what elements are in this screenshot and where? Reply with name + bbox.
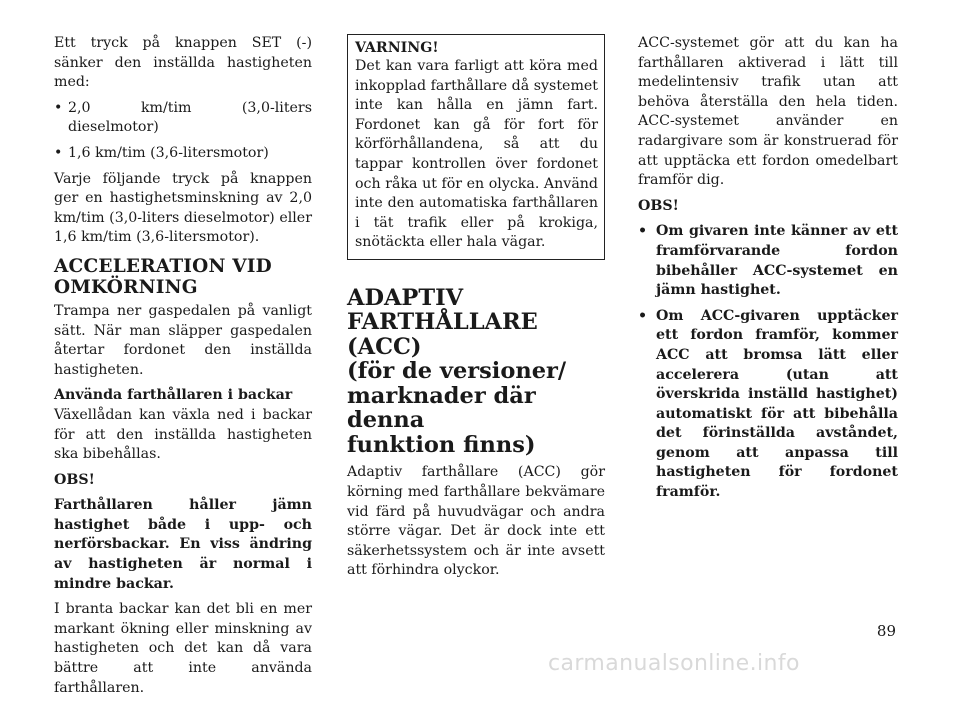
list-item: • Om givaren inte känner av ett framförvarande fordon bibehåller ACC-systemet en jämn hastighet. [638,222,898,300]
middle-column [347,34,605,587]
repeat-press-paragraph: Varje följande tryck på knappen ger en hastighetsminskning av 2,0 km/tim (3,0-liters dieselmotor) eller 1,6 km/tim (3,6-litersmotor). [54,170,312,246]
warning-box [347,34,605,260]
hills-subheading: Använda farthållaren i backar [54,387,293,404]
acc-heading-line5: funktion finns) [347,431,536,458]
set-minus-paragraph: Ett tryck på knappen SET (-) sänker den inställda hastigheten med: [54,35,312,91]
note-text: Farthållaren håller jämn hastighet både i upp- och nerförsbackar. En viss ändring av hastigheten är normal i mindre backar. [54,497,312,592]
decrement-list [54,99,312,164]
warning-text: Det kan vara farligt att köra med inkopplad farthållare då systemet inte kan hålla en jämn fart. Fordonet kan gå för fort för körförhållandena, så att du tappar kontrollen över fordonet och råka ut för en olycka. Använd inte den automatiska farthållaren i tät trafik eller på krokiga, snötäckta eller hala vägar. [355,58,598,251]
page-number: 89 [876,622,896,640]
acceleration-heading-line2: OMKÖRNING [54,276,198,298]
acc-notes-list [638,222,898,502]
right-column [638,34,898,509]
note-label: OBS! [54,471,95,488]
acc-system-paragraph: ACC-systemet gör att du kan ha farthållaren aktiverad i lätt till medelintensiv trafik utan att behöva återställa den hela tiden. ACC-systemet använder en radargivare som är konstruerad för att upptäcka ett fordon omedelbart framför dig. [638,35,898,189]
overtake-paragraph: Trampa ner gaspedalen på vanligt sätt. När man släpper gaspedalen återtar fordonet den inställda hastigheten. [54,302,312,378]
acc-heading-line3: (för de versioner/ [347,358,567,385]
acc-heading-line4: marknader där denna [347,382,536,434]
acc-heading-line1: ADAPTIV [347,284,464,311]
watermark: carmanualsonline.info [548,651,800,676]
acceleration-heading [54,256,312,298]
warning-title: VARNING! [355,40,439,56]
note-label: OBS! [638,197,679,214]
acc-heading [347,286,605,458]
steep-hills-paragraph: I branta backar kan det bli en mer markant ökning eller minskning av hastigheten och det kan då vara bättre att inte använda farthållaren. [54,601,312,696]
left-column [54,34,312,704]
acc-heading-line2: FARTHÅLLARE (ACC) [347,309,538,360]
list-item: • Om ACC-givaren upptäcker ett fordon framför, kommer ACC att bromsa lätt eller accelerera (utan att överskrida inställd hastighet) automatiskt för att bibehålla det förinställda avståndet, genom att anpassa till hastigheten för fordonet framför. [638,307,898,503]
list-item: • 1,6 km/tim (3,6-litersmotor) [54,144,312,164]
hills-paragraph: Växellådan kan växla ned i backar för att den inställda hastigheten ska bibehållas. [54,406,312,463]
list-item: • 2,0 km/tim (3,0-liters dieselmotor) [54,99,312,138]
acceleration-heading-line1: ACCELERATION VID [54,255,272,277]
acc-intro-paragraph: Adaptiv farthållare (ACC) gör körning med farthållare bekvämare vid färd på huvudvägar och andra större vägar. Det är dock inte ett säkerhetssystem och är inte avsett att förhindra olyckor. [347,464,605,579]
